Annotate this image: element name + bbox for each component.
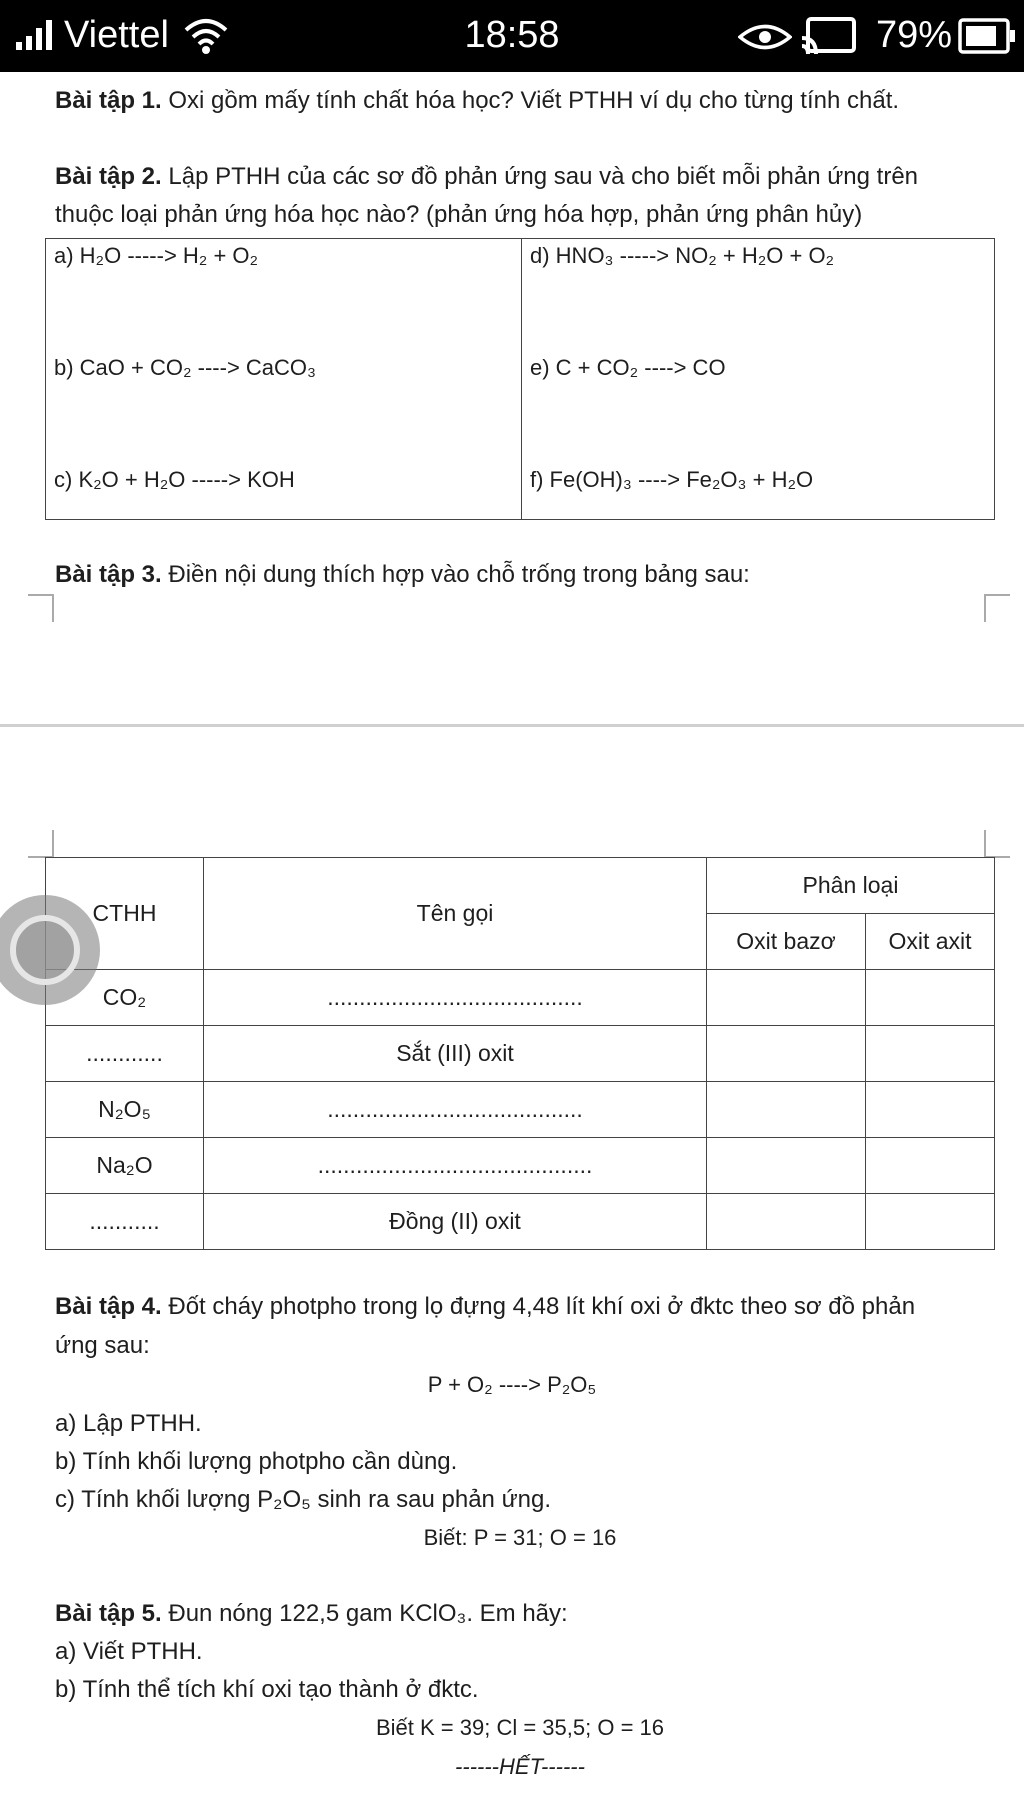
- exercise-2-text-line1: Lập PTHH của các sơ đồ phản ứng sau và cho biết mỗi phản ứng trên: [161, 163, 919, 190]
- page-corner-mark: [28, 594, 54, 622]
- cell-basic: [707, 1138, 866, 1194]
- cast-icon: [800, 16, 858, 56]
- exercise-4-part-a: a) Lập PTHH.: [55, 1410, 202, 1437]
- reaction-col-right: [522, 239, 995, 520]
- carrier-name: Viettel: [64, 14, 169, 56]
- end-marker: ------HẾT------: [455, 1754, 585, 1779]
- exercise-4: [55, 1292, 915, 1322]
- battery-percent: 79%: [876, 14, 953, 56]
- cell-acid: [866, 1194, 995, 1250]
- reaction-f: f) Fe(OH)₃ ----> Fe₂O₃ + H₂O: [530, 467, 814, 492]
- exercise-1-label: Bài tập 1.: [55, 87, 162, 114]
- eye-comfort-icon: [738, 22, 792, 52]
- exercise-4-given: Biết: P = 31; O = 16: [423, 1525, 617, 1550]
- cell-formula: ...........: [46, 1194, 204, 1250]
- cell-basic: [707, 970, 866, 1026]
- exercise-4-text-line2: ứng sau:: [55, 1332, 150, 1359]
- reaction-b: b) CaO + CO₂ ----> CaCO₃: [54, 355, 316, 380]
- cell-formula: Na₂O: [46, 1138, 204, 1194]
- reaction-a: a) H₂O -----> H₂ + O₂: [54, 243, 259, 268]
- exercise-5-label: Bài tập 5.: [55, 1600, 162, 1627]
- cell-name: ...........................................: [204, 1138, 707, 1194]
- exercise-3: [55, 560, 750, 590]
- exercise-4-equation: P + O₂ ----> P₂O₅: [427, 1372, 597, 1397]
- cell-basic: [707, 1082, 866, 1138]
- exercise-5-part-b: b) Tính thể tích khí oxi tạo thành ở đktc.: [55, 1676, 479, 1703]
- cell-basic: [707, 1026, 866, 1082]
- header-acidic-oxide: Oxit axit: [866, 914, 995, 970]
- status-bar: [0, 0, 1024, 72]
- page-break-divider: [0, 724, 1024, 727]
- cell-name: Sắt (III) oxit: [204, 1026, 707, 1082]
- assistive-touch-icon: [10, 915, 80, 985]
- exercise-5-part-a: a) Viết PTHH.: [55, 1638, 203, 1665]
- header-name: Tên gọi: [204, 858, 707, 970]
- header-basic-oxide: Oxit bazơ: [707, 914, 866, 970]
- page-corner-mark: [984, 830, 1010, 858]
- cell-acid: [866, 1082, 995, 1138]
- table-row: [46, 970, 995, 1026]
- cell-formula: N₂O₅: [46, 1082, 204, 1138]
- reaction-col-left: [46, 239, 522, 520]
- table-row: [46, 1082, 995, 1138]
- exercise-5: [55, 1599, 568, 1629]
- cell-basic: [707, 1194, 866, 1250]
- cell-name: ........................................: [204, 1082, 707, 1138]
- reaction-d: d) HNO₃ -----> NO₂ + H₂O + O₂: [530, 243, 835, 268]
- exercise-3-label: Bài tập 3.: [55, 561, 162, 588]
- header-classification: Phân loại: [707, 858, 995, 914]
- exercise-4-part-b: b) Tính khối lượng photpho cần dùng.: [55, 1448, 458, 1475]
- table-row: [46, 1194, 995, 1250]
- page-corner-mark: [28, 830, 54, 858]
- exercise-2-text-line2: thuộc loại phản ứng hóa học nào? (phản ứng hóa hợp, phản ứng phân hủy): [55, 201, 863, 228]
- cell-acid: [866, 970, 995, 1026]
- oxide-table: [45, 857, 995, 1250]
- exercise-1: [55, 86, 899, 116]
- cell-name: Đồng (II) oxit: [204, 1194, 707, 1250]
- cell-name: ........................................: [204, 970, 707, 1026]
- page-corner-mark: [984, 594, 1010, 622]
- reaction-e: e) C + CO₂ ----> CO: [530, 355, 726, 380]
- exercise-5-given: Biết K = 39; Cl = 35,5; O = 16: [375, 1715, 664, 1740]
- clock: 18:58: [464, 14, 560, 56]
- cell-formula: CO₂: [46, 970, 204, 1026]
- cell-formula: ............: [46, 1026, 204, 1082]
- exercise-2: [55, 162, 918, 192]
- exercise-4-text-line1: Đốt cháy photpho trong lọ đựng 4,48 lít khí oxi ở đktc theo sơ đồ phản: [161, 1293, 916, 1320]
- header-formula: CTHH: [46, 858, 204, 970]
- cell-acid: [866, 1138, 995, 1194]
- table-row: [46, 1026, 995, 1082]
- battery-icon: [958, 18, 1016, 54]
- reaction-c: c) K₂O + H₂O -----> KOH: [54, 467, 295, 492]
- table-row: [46, 1138, 995, 1194]
- exercise-5-text: Đun nóng 122,5 gam KClO₃. Em hãy:: [161, 1600, 568, 1627]
- cell-acid: [866, 1026, 995, 1082]
- exercise-4-label: Bài tập 4.: [55, 1293, 162, 1320]
- exercise-3-text: Điền nội dung thích hợp vào chỗ trống trong bảng sau:: [161, 561, 750, 588]
- exercise-2-label: Bài tập 2.: [55, 163, 162, 190]
- exercise-1-text: Oxi gồm mấy tính chất hóa học? Viết PTHH ví dụ cho từng tính chất.: [161, 87, 900, 114]
- reaction-table: [45, 238, 995, 520]
- exercise-4-part-c: c) Tính khối lượng P₂O₅ sinh ra sau phản ứng.: [55, 1486, 551, 1513]
